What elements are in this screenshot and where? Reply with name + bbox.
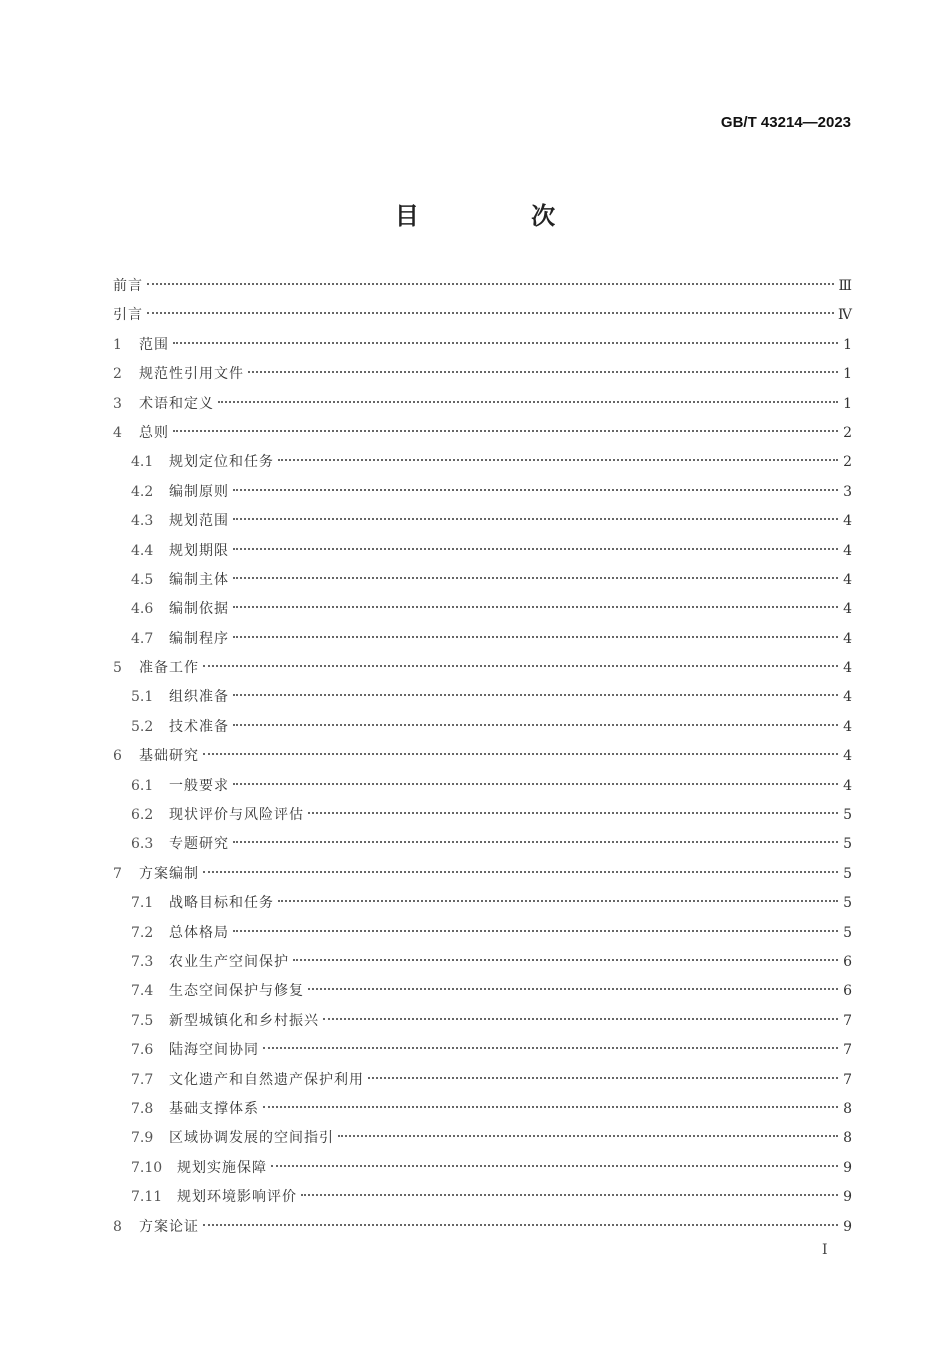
toc-entry-page: 5 bbox=[843, 865, 852, 882]
toc-leader-dots bbox=[278, 900, 838, 902]
toc-entry-number: 7.9 bbox=[131, 1130, 154, 1147]
toc-entry-page: 5 bbox=[843, 836, 852, 853]
toc-entry-number: 5.2 bbox=[131, 718, 154, 735]
toc-entry-number: 7.3 bbox=[131, 953, 154, 970]
toc-leader-dots bbox=[218, 401, 838, 403]
toc-entry-page: 8 bbox=[843, 1130, 852, 1147]
standard-code: GB/T 43214—2023 bbox=[720, 114, 851, 131]
toc-entry-page: 4 bbox=[843, 601, 852, 618]
toc-entry-page: 6 bbox=[843, 983, 852, 1000]
toc-entry-title: 规划实施保障 bbox=[177, 1159, 267, 1176]
toc-entry-title: 编制依据 bbox=[169, 601, 229, 618]
toc-entry-page: 7 bbox=[843, 1071, 852, 1088]
toc-entry[interactable] bbox=[113, 742, 852, 771]
toc-entry-page: 5 bbox=[843, 895, 852, 912]
toc-entry-page: 1 bbox=[843, 336, 852, 353]
toc-entry[interactable] bbox=[113, 830, 852, 859]
toc-entry[interactable] bbox=[113, 1154, 852, 1183]
toc-leader-dots bbox=[293, 959, 838, 961]
toc-leader-dots bbox=[173, 342, 838, 344]
toc-leader-dots bbox=[233, 606, 838, 608]
toc-entry-title: 基础研究 bbox=[139, 748, 199, 765]
toc-entry[interactable] bbox=[113, 801, 852, 830]
toc-entry-title: 规划范围 bbox=[169, 513, 229, 530]
toc-entry-title: 农业生产空间保护 bbox=[169, 953, 289, 970]
toc-entry-page: Ⅳ bbox=[838, 307, 852, 324]
toc-entry[interactable] bbox=[113, 566, 852, 595]
toc-leader-dots bbox=[233, 518, 838, 520]
toc-entry-number: 7.2 bbox=[131, 924, 154, 941]
toc-entry-title: 方案论证 bbox=[139, 1218, 199, 1235]
toc-entry-page: 4 bbox=[843, 689, 852, 706]
toc-entry-page: 9 bbox=[843, 1159, 852, 1176]
toc-leader-dots bbox=[203, 871, 838, 873]
toc-entry-page: 4 bbox=[843, 748, 852, 765]
toc-entry-title: 编制原则 bbox=[169, 483, 229, 500]
toc-entry[interactable] bbox=[113, 772, 852, 801]
toc-leader-dots bbox=[233, 489, 838, 491]
toc-entry-number: 4.4 bbox=[131, 542, 154, 559]
toc-leader-dots bbox=[203, 665, 838, 667]
toc-entry[interactable] bbox=[113, 1213, 852, 1242]
toc-entry-title: 基础支撑体系 bbox=[169, 1100, 259, 1117]
toc-entry-page: 4 bbox=[843, 542, 852, 559]
toc-entry-title: 一般要求 bbox=[169, 777, 229, 794]
toc-leader-dots bbox=[233, 930, 838, 932]
toc-entry-number: 6 bbox=[113, 748, 122, 765]
toc-entry[interactable] bbox=[113, 478, 852, 507]
toc-entry-number: 4.2 bbox=[131, 483, 154, 500]
toc-entry-page: Ⅲ bbox=[838, 278, 852, 294]
toc-entry[interactable] bbox=[113, 301, 852, 330]
toc-entry[interactable] bbox=[113, 331, 852, 360]
toc-entry-title: 专题研究 bbox=[169, 836, 229, 853]
toc-entry-title: 战略目标和任务 bbox=[169, 895, 274, 912]
toc-entry[interactable] bbox=[113, 977, 852, 1006]
toc-entry-title: 编制主体 bbox=[169, 571, 229, 588]
toc-entry[interactable] bbox=[113, 1124, 852, 1153]
toc-leader-dots bbox=[338, 1135, 838, 1137]
toc-entry-page: 4 bbox=[843, 571, 852, 588]
toc-entry-title: 规划定位和任务 bbox=[169, 454, 274, 471]
toc-leader-dots bbox=[248, 371, 838, 373]
toc-entry-number: 7.11 bbox=[131, 1189, 163, 1206]
toc-entry-number: 4.5 bbox=[131, 571, 154, 588]
toc-entry-number: 7.10 bbox=[131, 1159, 163, 1176]
toc-entry-title: 总则 bbox=[139, 424, 169, 441]
toc-entry[interactable] bbox=[113, 507, 852, 536]
toc-entry-number: 4 bbox=[113, 424, 122, 441]
toc-entry[interactable] bbox=[113, 1095, 852, 1124]
toc-leader-dots bbox=[323, 1018, 838, 1020]
toc-entry[interactable] bbox=[113, 1066, 852, 1095]
toc-entry-page: 7 bbox=[843, 1012, 852, 1029]
toc-leader-dots bbox=[233, 636, 838, 638]
toc-entry-page: 2 bbox=[843, 454, 852, 471]
table-of-contents bbox=[113, 272, 852, 1242]
toc-entry[interactable] bbox=[113, 860, 852, 889]
toc-entry[interactable] bbox=[113, 1007, 852, 1036]
toc-entry-page: 7 bbox=[843, 1042, 852, 1059]
toc-entry-title: 现状评价与风险评估 bbox=[169, 807, 304, 824]
toc-entry-title: 新型城镇化和乡村振兴 bbox=[169, 1012, 319, 1029]
toc-leader-dots bbox=[263, 1047, 838, 1049]
toc-entry-page: 5 bbox=[843, 807, 852, 824]
toc-entry-title: 规划期限 bbox=[169, 542, 229, 559]
toc-leader-dots bbox=[308, 812, 838, 814]
toc-entry-title: 前言 bbox=[113, 278, 143, 294]
toc-entry-title: 总体格局 bbox=[169, 924, 229, 941]
toc-entry-number: 7.1 bbox=[131, 895, 154, 912]
toc-entry[interactable] bbox=[113, 390, 852, 419]
toc-entry-page: 9 bbox=[843, 1218, 852, 1235]
toc-leader-dots bbox=[368, 1077, 838, 1079]
toc-entry[interactable] bbox=[113, 625, 852, 654]
toc-entry-title: 生态空间保护与修复 bbox=[169, 983, 304, 1000]
toc-entry-number: 6.2 bbox=[131, 807, 154, 824]
toc-entry-page: 9 bbox=[843, 1189, 852, 1206]
toc-entry-number: 4.7 bbox=[131, 630, 154, 647]
toc-entry-page: 4 bbox=[843, 777, 852, 794]
toc-entry-page: 4 bbox=[843, 513, 852, 530]
toc-leader-dots bbox=[233, 783, 838, 785]
toc-entry-page: 8 bbox=[843, 1100, 852, 1117]
toc-entry-number: 6.1 bbox=[131, 777, 154, 794]
toc-entry-title: 规划环境影响评价 bbox=[177, 1189, 297, 1206]
toc-entry[interactable] bbox=[113, 683, 852, 712]
toc-entry-page: 6 bbox=[843, 953, 852, 970]
toc-entry[interactable] bbox=[113, 595, 852, 624]
toc-entry-title: 引言 bbox=[113, 307, 143, 324]
toc-entry-page: 5 bbox=[843, 924, 852, 941]
toc-entry-number: 1 bbox=[113, 336, 122, 353]
toc-entry-page: 2 bbox=[843, 424, 852, 441]
toc-entry-title: 方案编制 bbox=[139, 865, 199, 882]
toc-leader-dots bbox=[271, 1165, 838, 1167]
toc-entry-page: 4 bbox=[843, 660, 852, 677]
toc-entry-title: 范围 bbox=[139, 336, 169, 353]
toc-entry-page: 4 bbox=[843, 718, 852, 735]
toc-entry[interactable] bbox=[113, 537, 852, 566]
toc-entry-number: 3 bbox=[113, 395, 122, 412]
toc-entry[interactable] bbox=[113, 713, 852, 742]
toc-entry-number: 7 bbox=[113, 865, 122, 882]
toc-leader-dots bbox=[233, 841, 838, 843]
toc-entry-page: 1 bbox=[843, 366, 852, 383]
toc-leader-dots bbox=[147, 283, 834, 285]
toc-entry[interactable] bbox=[113, 1183, 852, 1212]
toc-entry-number: 7.4 bbox=[131, 983, 154, 1000]
toc-entry-title: 编制程序 bbox=[169, 630, 229, 647]
toc-entry-number: 6.3 bbox=[131, 836, 154, 853]
toc-entry-title: 术语和定义 bbox=[139, 395, 214, 412]
toc-leader-dots bbox=[173, 430, 838, 432]
toc-entry-page: 1 bbox=[843, 395, 852, 412]
toc-entry-number: 8 bbox=[113, 1218, 122, 1235]
toc-entry-number: 7.6 bbox=[131, 1042, 154, 1059]
toc-entry-title: 规范性引用文件 bbox=[139, 366, 244, 383]
toc-entry[interactable] bbox=[113, 272, 852, 301]
toc-entry-title: 陆海空间协同 bbox=[169, 1042, 259, 1059]
toc-leader-dots bbox=[203, 1224, 838, 1226]
toc-entry-page: 3 bbox=[843, 483, 852, 500]
toc-entry-title: 文化遗产和自然遗产保护利用 bbox=[169, 1071, 364, 1088]
toc-entry-number: 7.8 bbox=[131, 1100, 154, 1117]
toc-entry-title: 区域协调发展的空间指引 bbox=[169, 1130, 334, 1147]
toc-leader-dots bbox=[233, 577, 838, 579]
toc-entry[interactable] bbox=[113, 654, 852, 683]
toc-entry-number: 5.1 bbox=[131, 689, 154, 706]
toc-entry[interactable] bbox=[113, 948, 852, 977]
toc-entry-title: 技术准备 bbox=[169, 718, 229, 735]
toc-entry-number: 2 bbox=[113, 366, 122, 383]
page-number: I bbox=[822, 1242, 828, 1258]
toc-leader-dots bbox=[147, 312, 834, 314]
toc-entry[interactable] bbox=[113, 1036, 852, 1065]
toc-leader-dots bbox=[233, 724, 838, 726]
toc-entry[interactable] bbox=[113, 419, 852, 448]
toc-leader-dots bbox=[233, 548, 838, 550]
toc-entry-number: 5 bbox=[113, 660, 122, 677]
toc-entry[interactable] bbox=[113, 889, 852, 918]
toc-entry-page: 4 bbox=[843, 630, 852, 647]
toc-leader-dots bbox=[233, 694, 838, 696]
toc-leader-dots bbox=[263, 1106, 838, 1108]
toc-entry-title: 准备工作 bbox=[139, 660, 199, 677]
toc-entry[interactable] bbox=[113, 919, 852, 948]
toc-leader-dots bbox=[278, 459, 838, 461]
toc-entry-title: 组织准备 bbox=[169, 689, 229, 706]
toc-entry-number: 4.3 bbox=[131, 513, 154, 530]
page-title: 目 次 bbox=[394, 202, 608, 230]
toc-entry-number: 7.7 bbox=[131, 1071, 154, 1088]
toc-entry-number: 7.5 bbox=[131, 1012, 154, 1029]
toc-leader-dots bbox=[301, 1194, 838, 1196]
toc-leader-dots bbox=[308, 988, 838, 990]
toc-entry[interactable] bbox=[113, 448, 852, 477]
toc-entry-number: 4.1 bbox=[131, 454, 154, 471]
toc-entry-number: 4.6 bbox=[131, 601, 154, 618]
toc-leader-dots bbox=[203, 753, 838, 755]
toc-entry[interactable] bbox=[113, 360, 852, 389]
